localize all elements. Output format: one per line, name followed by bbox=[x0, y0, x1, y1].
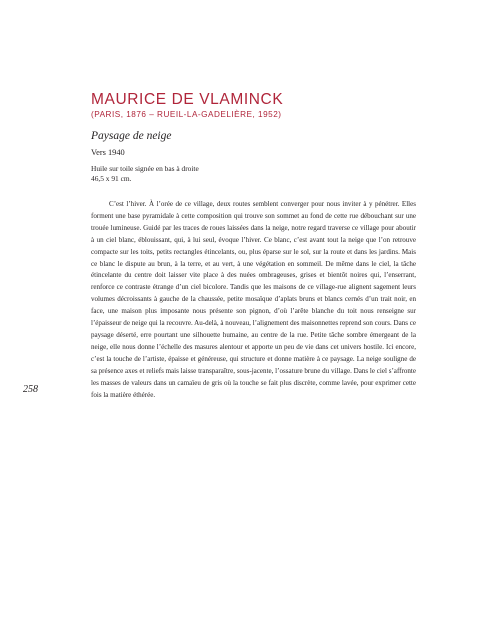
artist-name: MAURICE DE VLAMINCK bbox=[91, 91, 284, 108]
artwork-details bbox=[91, 164, 199, 183]
page-number: 258 bbox=[23, 384, 38, 395]
artwork-date: Vers 1940 bbox=[91, 148, 125, 157]
description-paragraph: C’est l’hiver. À l’orée de ce village, deux routes semblent converger pour nous inviter à y pénétrer. Elles forment une base pyramidale à cette composition qui trouve son sommet au fond de cette rue débouchant sur une trouée lumineuse. Guidé par les traces de roues laissées dans la neige, notre regard traverse ce village pour aboutir à un ciel blanc, éblouissant, qui, à lui seul, évoque l’hiver. Ce blanc, c’est avant tout la neige que l’on retrouve compacte sur les toits, petits rectangles étincelants, ou, plus éparse sur le sol, sur la route et dans les jardins. Mais ce blanc le dispute au brun, à la terre, et au vert, à une végétation en sommeil. De même dans le ciel, la tâche étincelante du centre doit laisser vite place à des nuées ombrageuses, grises et bientôt noires qui, l’enserrant, renforce ce contraste étrange d’un ciel bicolore. Tandis que les maisons de ce village-rue alignent sagement leurs volumes décroissants à gauche de la chaussée, petite mosaïque d’aplats bruns et blancs cernés d’un trait noir, en face, une maison plus imposante nous présente son pignon, d’où l’arête blanche du toit nous renseigne sur l’épaisseur de neige qui la recouvre. Au-delà, à nouveau, l’alignement des maisonnettes reprend son cours. Dans ce paysage déserté, erre pourtant une silhouette humaine, au centre de la rue. Petite tâche sombre émergeant de la neige, elle nous donne l’échelle des masures alentour et apporte un peu de vie dans cet univers hostile. Ici encore, c’est la touche de l’artiste, épaisse et généreuse, qui structure et donne matière à ce paysage. La neige souligne de sa présence axes et reliefs mais laisse transparaître, sous-jacente, l’ossature brune du village. Dans le ciel s’affronte les masses de valeurs dans un camaïeu de gris où la touche se fait plus discrète, comme lavée, pour exprimer cette fois la matière éthérée. bbox=[91, 200, 416, 399]
description-block bbox=[91, 199, 416, 401]
artist-bio: (PARIS, 1876 – RUEIL-LA-GADELIÈRE, 1952) bbox=[91, 110, 282, 119]
artwork-dimensions: 46,5 x 91 cm. bbox=[91, 173, 132, 183]
artwork-technique: Huile sur toile signée en bas à droite bbox=[91, 164, 199, 173]
artwork-title: Paysage de neige bbox=[91, 130, 172, 142]
